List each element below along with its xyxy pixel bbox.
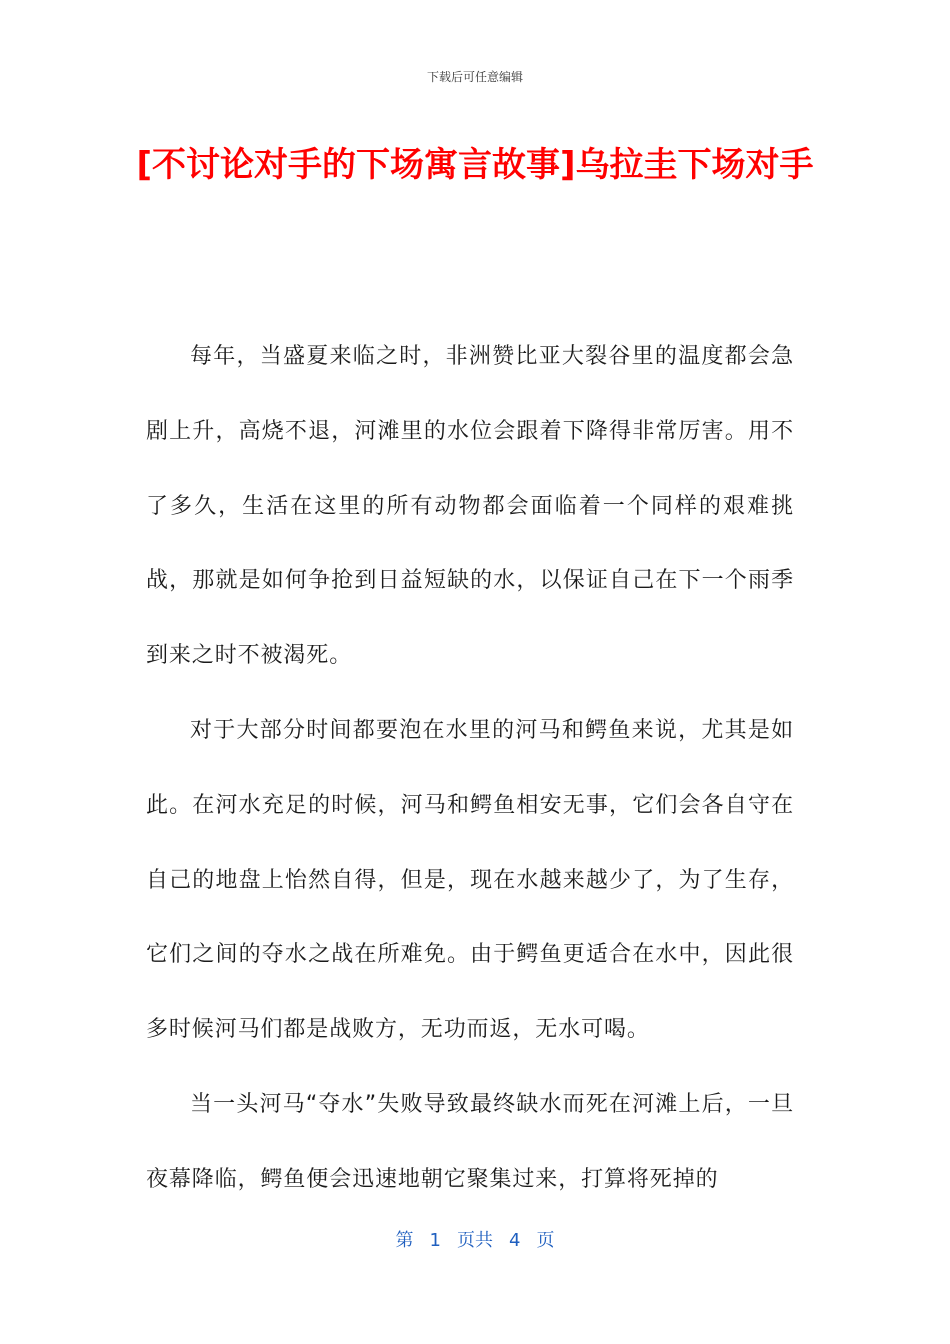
- document-body: [146, 320, 794, 1218]
- page-footer: [0, 1226, 950, 1252]
- total-pages: 4: [509, 1230, 521, 1251]
- page-number: 1: [429, 1230, 441, 1251]
- page-label-suffix: 页: [536, 1230, 555, 1251]
- page-label-mid: 页共: [457, 1230, 493, 1251]
- document-title: [不讨论对手的下场寓言故事]乌拉圭下场对手: [136, 145, 814, 185]
- paragraph: 当一头河马“夺水”失败导致最终缺水而死在河滩上后，一旦夜幕降临，鳄鱼便会迅速地朝它聚集过来，打算将死掉的: [146, 1091, 794, 1192]
- header-note: 下载后可任意编辑: [426, 70, 523, 84]
- paragraph: 每年，当盛夏来临之时，非洲赞比亚大裂谷里的温度都会急剧上升，高烧不退，河滩里的水位会跟着下降得非常厉害。用不了多久，生活在这里的所有动物都会面临着一个同样的艰难挑战，那就是如何争抢到日益短缺的水，以保证自己在下一个雨季到来之时不被渴死。: [146, 344, 794, 669]
- paragraph: 对于大部分时间都要泡在水里的河马和鳄鱼来说，尤其是如此。在河水充足的时候，河马和鳄鱼相安无事，它们会各自守在自己的地盘上怡然自得，但是，现在水越来越少了，为了生存，它们之间的夺水之战在所难免。由于鳄鱼更适合在水中，因此很多时候河马们都是战败方，无功而返，无水可喝。: [146, 717, 794, 1043]
- page-label-prefix: 第: [395, 1230, 414, 1251]
